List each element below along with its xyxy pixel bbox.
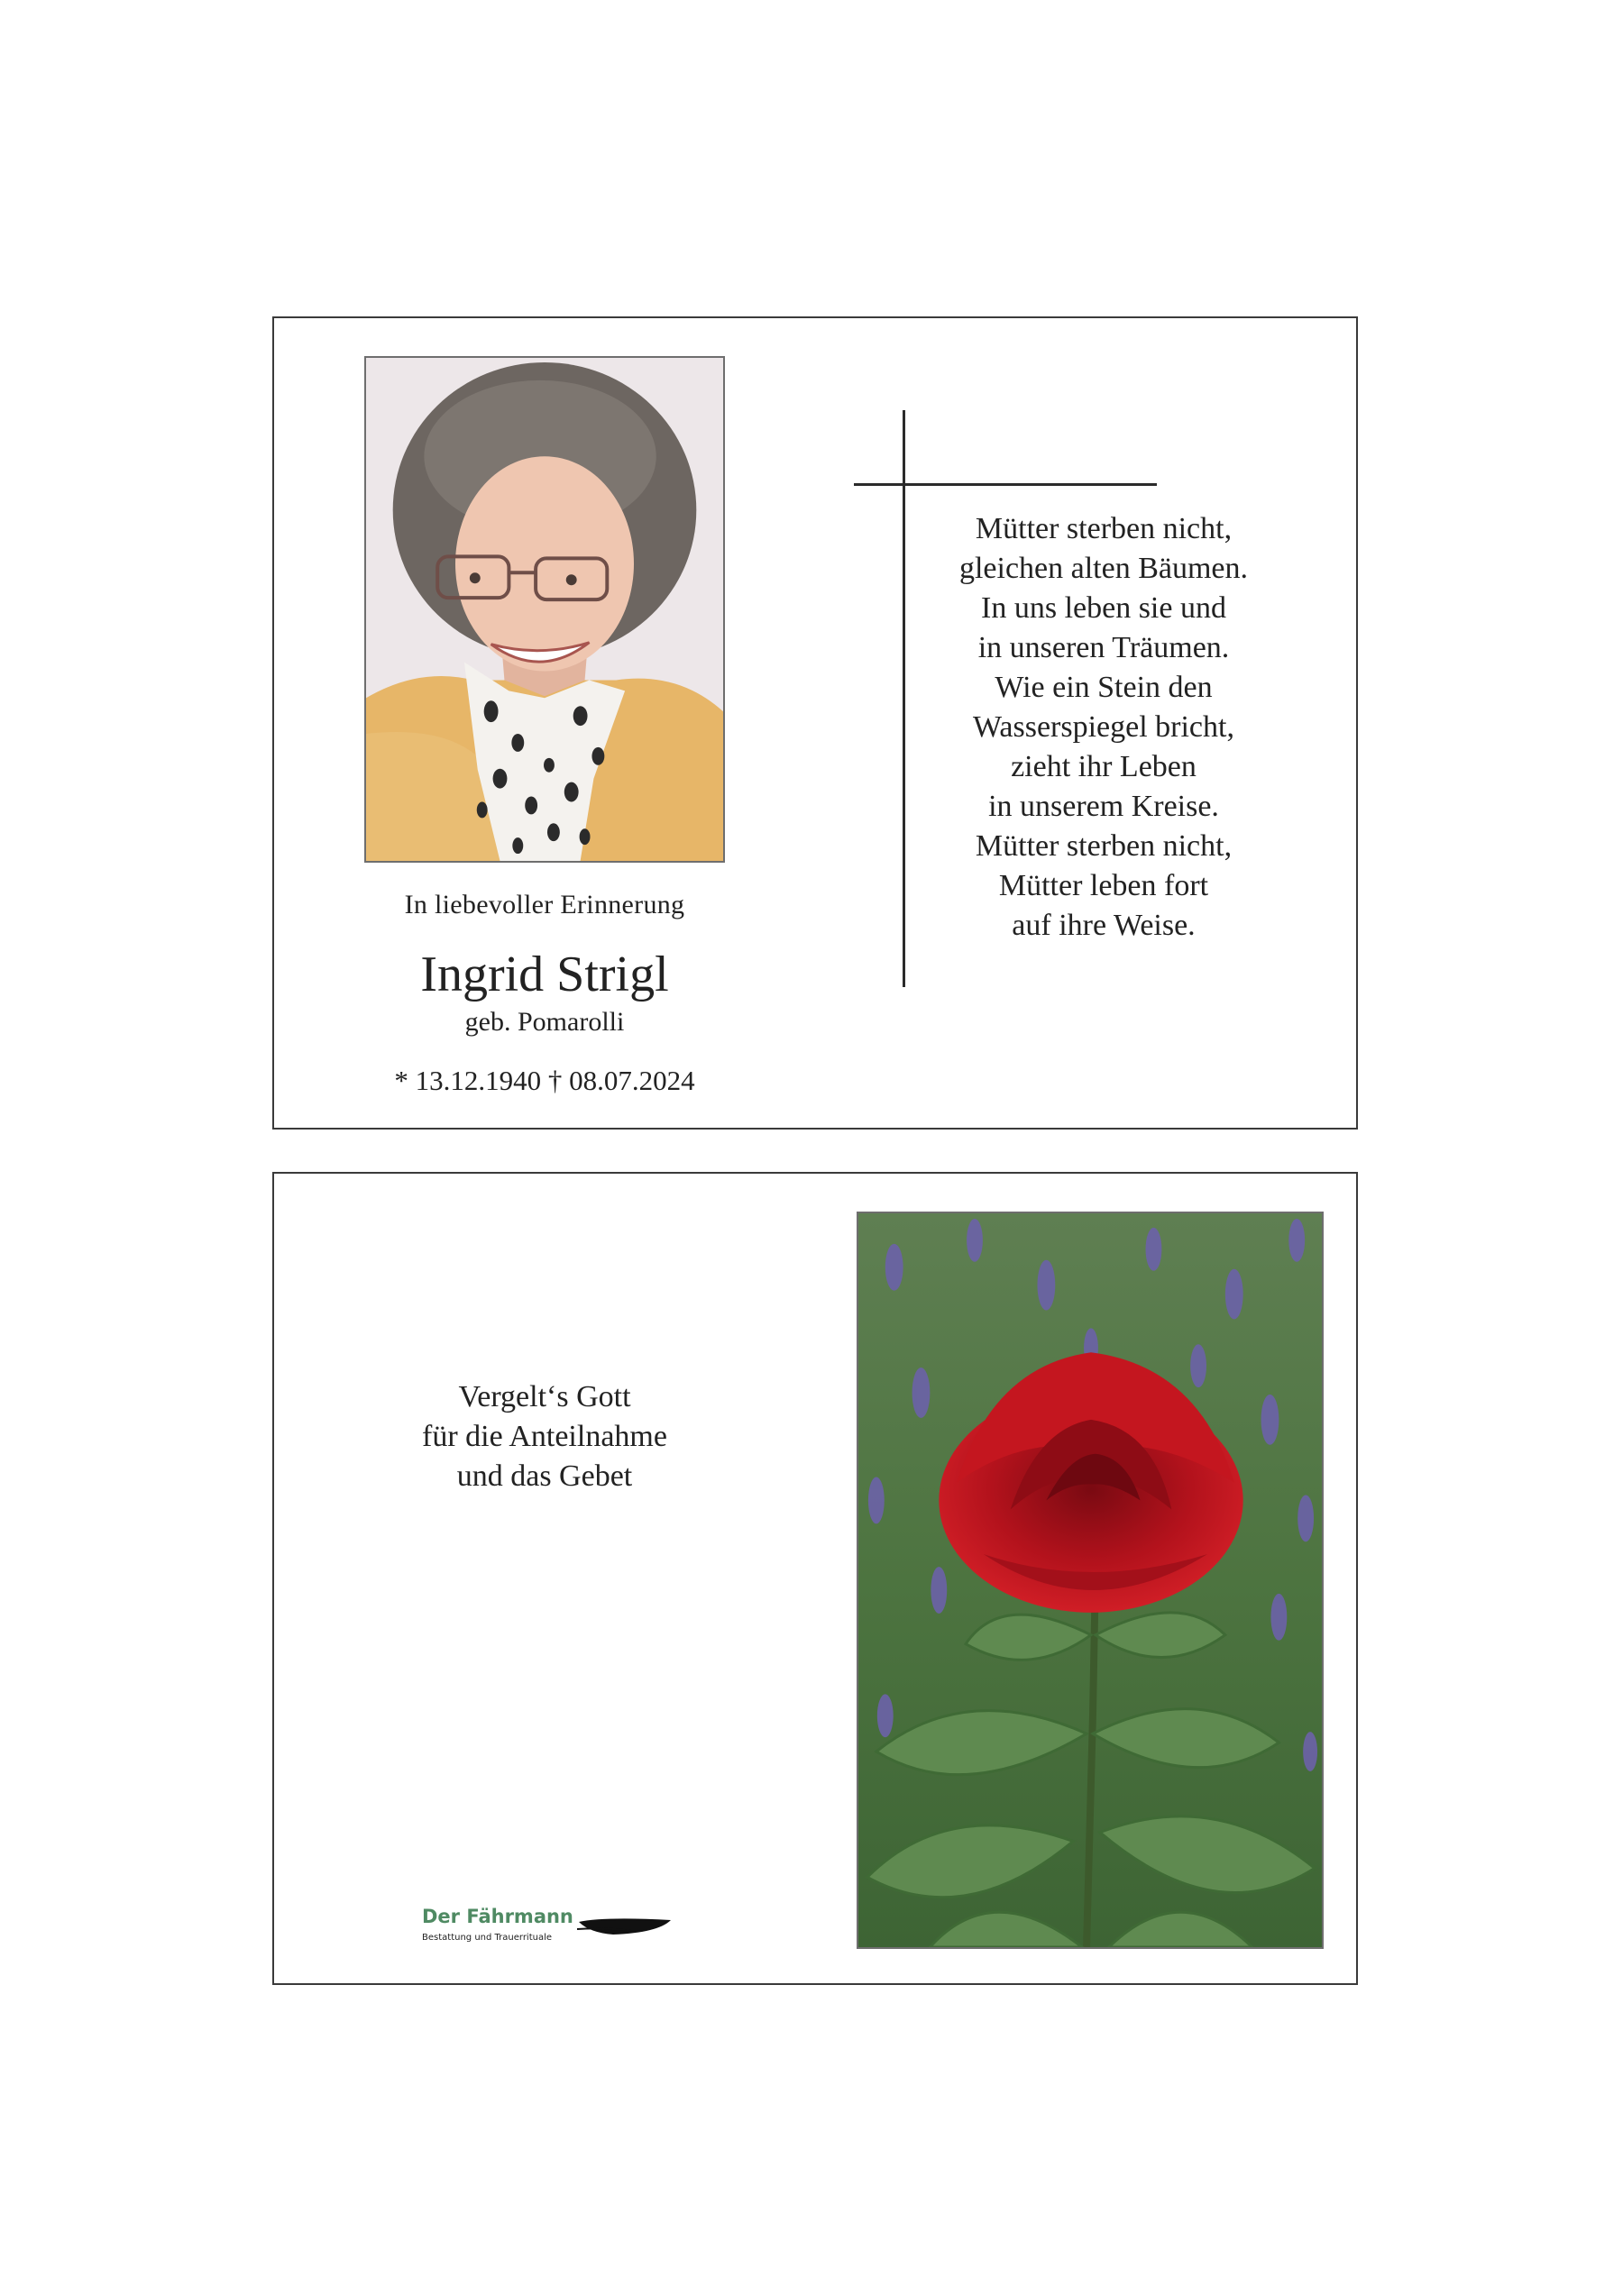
logo-name: Der Fährmann <box>422 1906 573 1927</box>
poem-line: Wasserspiegel bricht, <box>973 710 1234 744</box>
life-dates: * 13.12.1940 † 08.07.2024 <box>394 1065 695 1096</box>
poem-line: gleichen alten Bäumen. <box>958 552 1249 585</box>
logo-subtitle: Bestattung und Trauerrituale <box>422 1933 553 1943</box>
poem-line: auf ihre Weise. <box>1012 909 1196 942</box>
thanks-line: Vergelt‘s Gott <box>458 1380 631 1413</box>
cross-horizontal-bar <box>854 483 1157 486</box>
thank-you-text <box>328 1377 761 1496</box>
poem-line: zieht ihr Leben <box>1011 750 1197 783</box>
poem-line: In uns leben sie und <box>981 591 1226 625</box>
poem <box>905 509 1302 946</box>
poem-line: in unseren Träumen. <box>977 631 1230 664</box>
maiden-name: geb. Pomarolli <box>464 1007 625 1037</box>
funeral-home-logo <box>422 1906 692 1951</box>
memory-line: In liebevoller Erinnerung <box>404 890 685 919</box>
thanks-line: für die Anteilnahme <box>422 1420 667 1453</box>
poem-line: Wie ein Stein den <box>995 671 1213 704</box>
boat-icon <box>577 1913 674 1940</box>
portrait-photo <box>364 356 725 863</box>
rose-photo <box>857 1212 1324 1949</box>
poem-line: Mütter leben fort <box>998 869 1209 902</box>
thanks-line: und das Gebet <box>456 1459 633 1493</box>
poem-line: in unserem Kreise. <box>988 790 1219 823</box>
card-front <box>272 316 1358 1130</box>
poem-line: Mütter sterben nicht, <box>975 512 1233 545</box>
card-back <box>272 1172 1358 1985</box>
deceased-name: Ingrid Strigl <box>420 947 669 1002</box>
poem-line: Mütter sterben nicht, <box>975 829 1233 863</box>
